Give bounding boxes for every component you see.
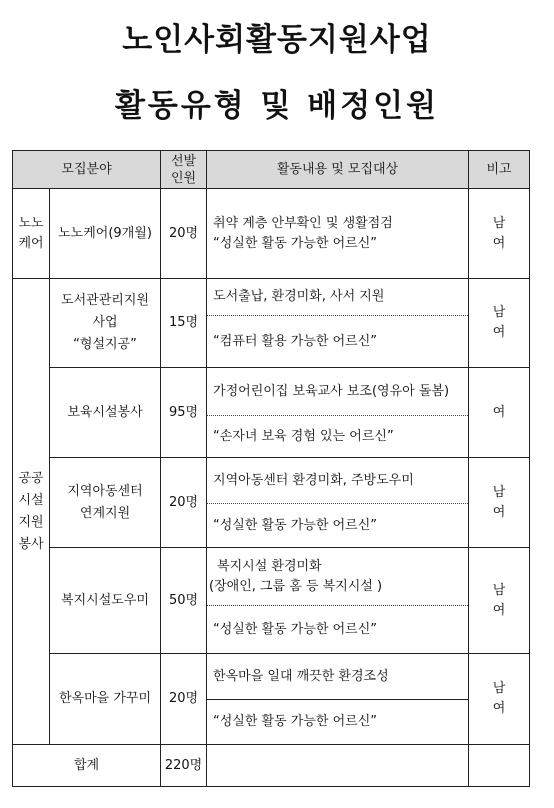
activity-line: 가정어린이집 보육교사 보조(영유아 돌봄) xyxy=(213,383,450,399)
field-count: 20명 xyxy=(161,189,207,279)
group-label-public xyxy=(13,279,50,745)
table-row xyxy=(13,458,530,504)
field-name xyxy=(50,189,161,279)
target-cell xyxy=(207,316,469,368)
activity-cell xyxy=(207,654,469,700)
activity-line: 지역아동센터 환경미화, 주방도우미 xyxy=(213,472,414,488)
table-row xyxy=(13,368,530,416)
target-cell xyxy=(207,416,469,458)
table-row xyxy=(13,548,530,606)
note-line: 여 xyxy=(492,325,506,340)
group-label-nono xyxy=(13,189,50,279)
header-count-line: 인원 xyxy=(170,170,197,186)
total-label: 합계 xyxy=(13,745,161,787)
note-line: 남 xyxy=(492,484,506,500)
field-name-line: 복지시설도우미 xyxy=(61,592,149,608)
header-note: 비고 xyxy=(469,151,530,189)
field-name-line: “형설지공” xyxy=(73,337,137,352)
field-name xyxy=(50,654,161,745)
field-name-line: 도서관관리지원 xyxy=(61,293,149,308)
group-label-line: 케어 xyxy=(18,235,44,251)
page-subtitle: 활동유형 및 배정인원 xyxy=(114,88,440,124)
target-line: “손자녀 보육 경험 있는 어르신” xyxy=(213,428,394,444)
note-cell xyxy=(469,654,530,745)
note-cell xyxy=(469,189,530,279)
note-line: 여 xyxy=(492,602,506,618)
note-line: 여 xyxy=(492,235,506,251)
activity-line: 도서출납, 환경미화, 사서 지원 xyxy=(213,289,385,304)
field-count: 50명 xyxy=(161,548,207,654)
field-name-line: 지역아동센터 xyxy=(67,483,143,499)
group-label-line: 노노 xyxy=(18,215,44,231)
target-line: “컴퓨터 활용 가능한 어르신” xyxy=(213,333,378,349)
field-name xyxy=(50,548,161,654)
note-line: 여 xyxy=(492,504,506,520)
header-count-line: 선발 xyxy=(170,153,197,169)
table-row xyxy=(13,189,530,279)
note-cell xyxy=(469,458,530,548)
activity-line: (장애인, 그룹 홈 등 복지시설 ) xyxy=(209,578,383,594)
field-name xyxy=(50,458,161,548)
field-name xyxy=(50,368,161,458)
target-line: “성실한 활동 가능한 어르신” xyxy=(213,621,378,637)
note-cell xyxy=(469,368,530,458)
field-name-line: 노노케어(9개월) xyxy=(58,225,152,241)
total-note-empty xyxy=(469,745,530,787)
target-line: “성실한 활동 가능한 어르신” xyxy=(213,235,378,251)
total-count: 220명 xyxy=(161,745,207,787)
note-line: 남 xyxy=(492,215,506,231)
field-name xyxy=(50,279,161,368)
target-line: “성실한 활동 가능한 어르신” xyxy=(213,714,378,729)
activity-line: 한옥마을 일대 깨끗한 환경조성 xyxy=(213,668,389,684)
note-line: 남 xyxy=(492,582,506,598)
note-line: 남 xyxy=(492,305,506,320)
field-count: 95명 xyxy=(161,368,207,458)
activity-line: 취약 계층 안부확인 및 생활점검 xyxy=(213,215,393,231)
activity-cell xyxy=(207,189,469,279)
activity-cell xyxy=(207,368,469,416)
field-count: 15명 xyxy=(161,279,207,368)
field-count: 20명 xyxy=(161,458,207,548)
activity-cell xyxy=(207,548,469,606)
group-label-line: 공공 xyxy=(18,470,44,486)
field-name-line: 한옥마을 가꾸미 xyxy=(58,691,152,706)
activity-cell xyxy=(207,279,469,316)
target-cell xyxy=(207,504,469,548)
field-count: 20명 xyxy=(161,654,207,745)
field-name-line: 사업 xyxy=(92,315,118,330)
note-cell xyxy=(469,279,530,368)
total-activity-empty xyxy=(207,745,469,787)
table-header-row xyxy=(13,151,530,189)
note-cell xyxy=(469,548,530,654)
table-row xyxy=(13,279,530,316)
header-count xyxy=(161,151,207,189)
page-title: 노인사회활동지원사업 xyxy=(122,22,432,58)
target-cell xyxy=(207,606,469,654)
field-name-line: 연계지원 xyxy=(79,505,131,521)
activity-line: 복지시설 환경미화 xyxy=(217,558,322,574)
table-row xyxy=(13,654,530,700)
allocation-table xyxy=(12,150,530,787)
group-label-line: 지원 xyxy=(18,514,44,530)
header-activity: 활동내용 및 모집대상 xyxy=(207,151,469,189)
group-label-line: 봉사 xyxy=(18,536,44,552)
total-row xyxy=(13,745,530,787)
note-line: 남 xyxy=(492,681,506,696)
target-cell xyxy=(207,700,469,745)
target-line: “성실한 활동 가능한 어르신” xyxy=(213,517,378,533)
group-label-line: 시설 xyxy=(18,492,44,508)
note-line: 여 xyxy=(492,404,506,420)
field-name-line: 보육시설봉사 xyxy=(67,404,143,420)
note-line: 여 xyxy=(492,701,506,716)
header-field: 모집분야 xyxy=(13,151,161,189)
activity-cell xyxy=(207,458,469,504)
